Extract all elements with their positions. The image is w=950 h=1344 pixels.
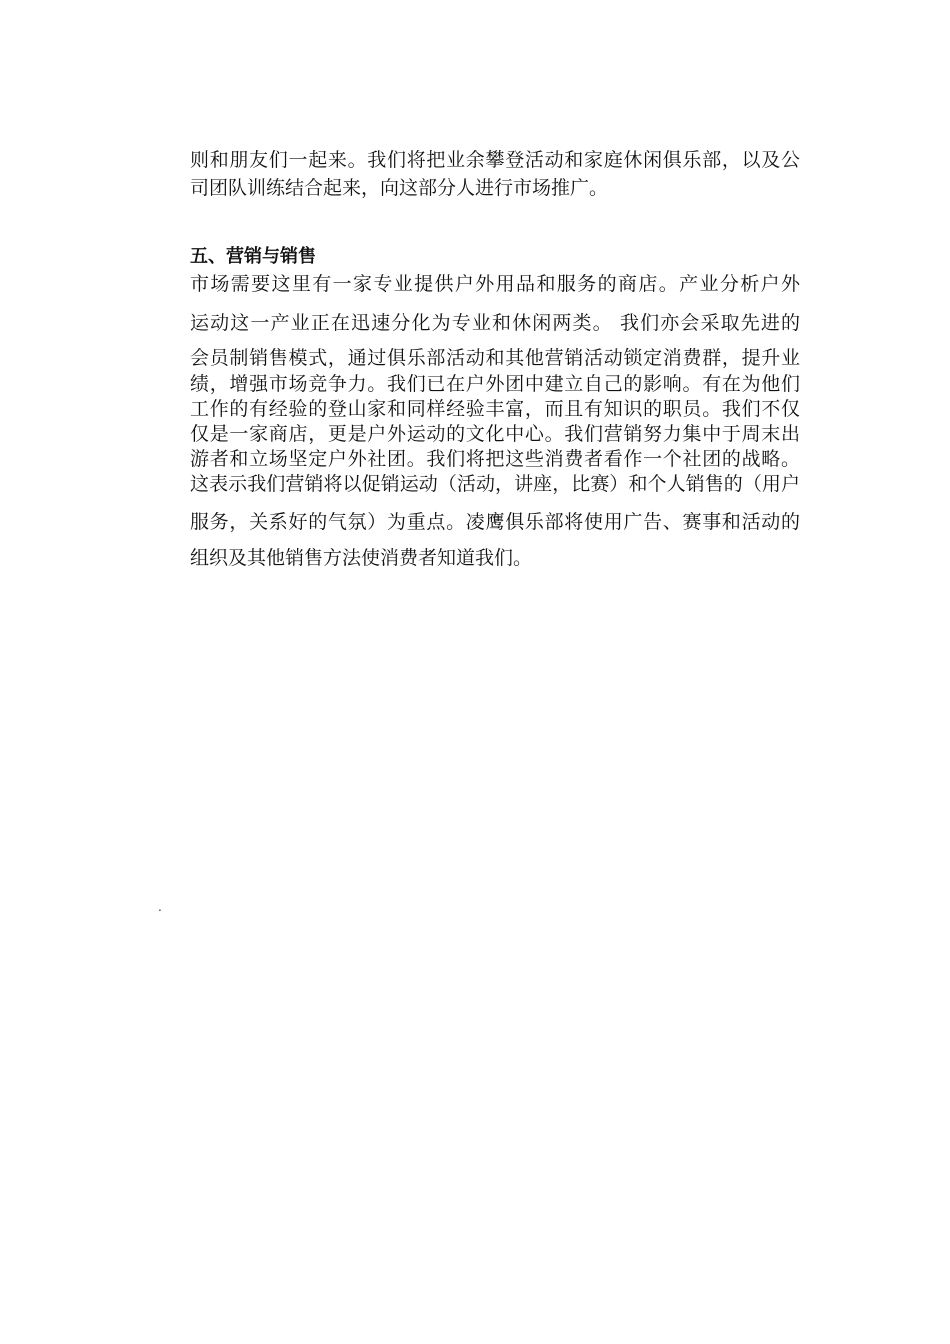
paragraph-line: 运动这一产业正在迅速分化为专业和休闲两类。 我们亦会采取先进的 xyxy=(190,312,800,334)
paragraph-line: 服务，关系好的气氛）为重点。凌鹰俱乐部将使用广告、赛事和活动的 xyxy=(190,511,800,533)
paragraph-line: 组织及其他销售方法使消费者知道我们。 xyxy=(190,547,533,569)
paragraph-line: 绩，增强市场竞争力。我们已在户外团中建立自己的影响。有在为他们 xyxy=(190,373,800,395)
paragraph-line: 工作的有经验的登山家和同样经验丰富，而且有知识的职员。我们不仅 xyxy=(190,398,800,420)
section-heading: 五、营销与销售 xyxy=(190,246,316,267)
paragraph-line: 仅是一家商店，更是户外运动的文化中心。我们营销努力集中于周末出 xyxy=(190,423,800,445)
paragraph-line: 游者和立场坚定户外社团。我们将把这些消费者看作一个社团的战略。 xyxy=(190,448,800,470)
stray-mark: . xyxy=(158,900,162,914)
paragraph-line: 这表示我们营销将以促销运动（活动，讲座，比赛）和个人销售的（用户 xyxy=(190,473,800,495)
paragraph-line: 司团队训练结合起来，向这部分人进行市场推广。 xyxy=(190,177,609,199)
paragraph-line: 会员制销售模式，通过俱乐部活动和其他营销活动锁定消费群，提升业 xyxy=(190,347,800,369)
paragraph-line: 市场需要这里有一家专业提供户外用品和服务的商店。产业分析户外 xyxy=(190,273,800,295)
paragraph-line: 则和朋友们一起来。我们将把业余攀登活动和家庭休闲俱乐部，以及公 xyxy=(190,149,800,171)
